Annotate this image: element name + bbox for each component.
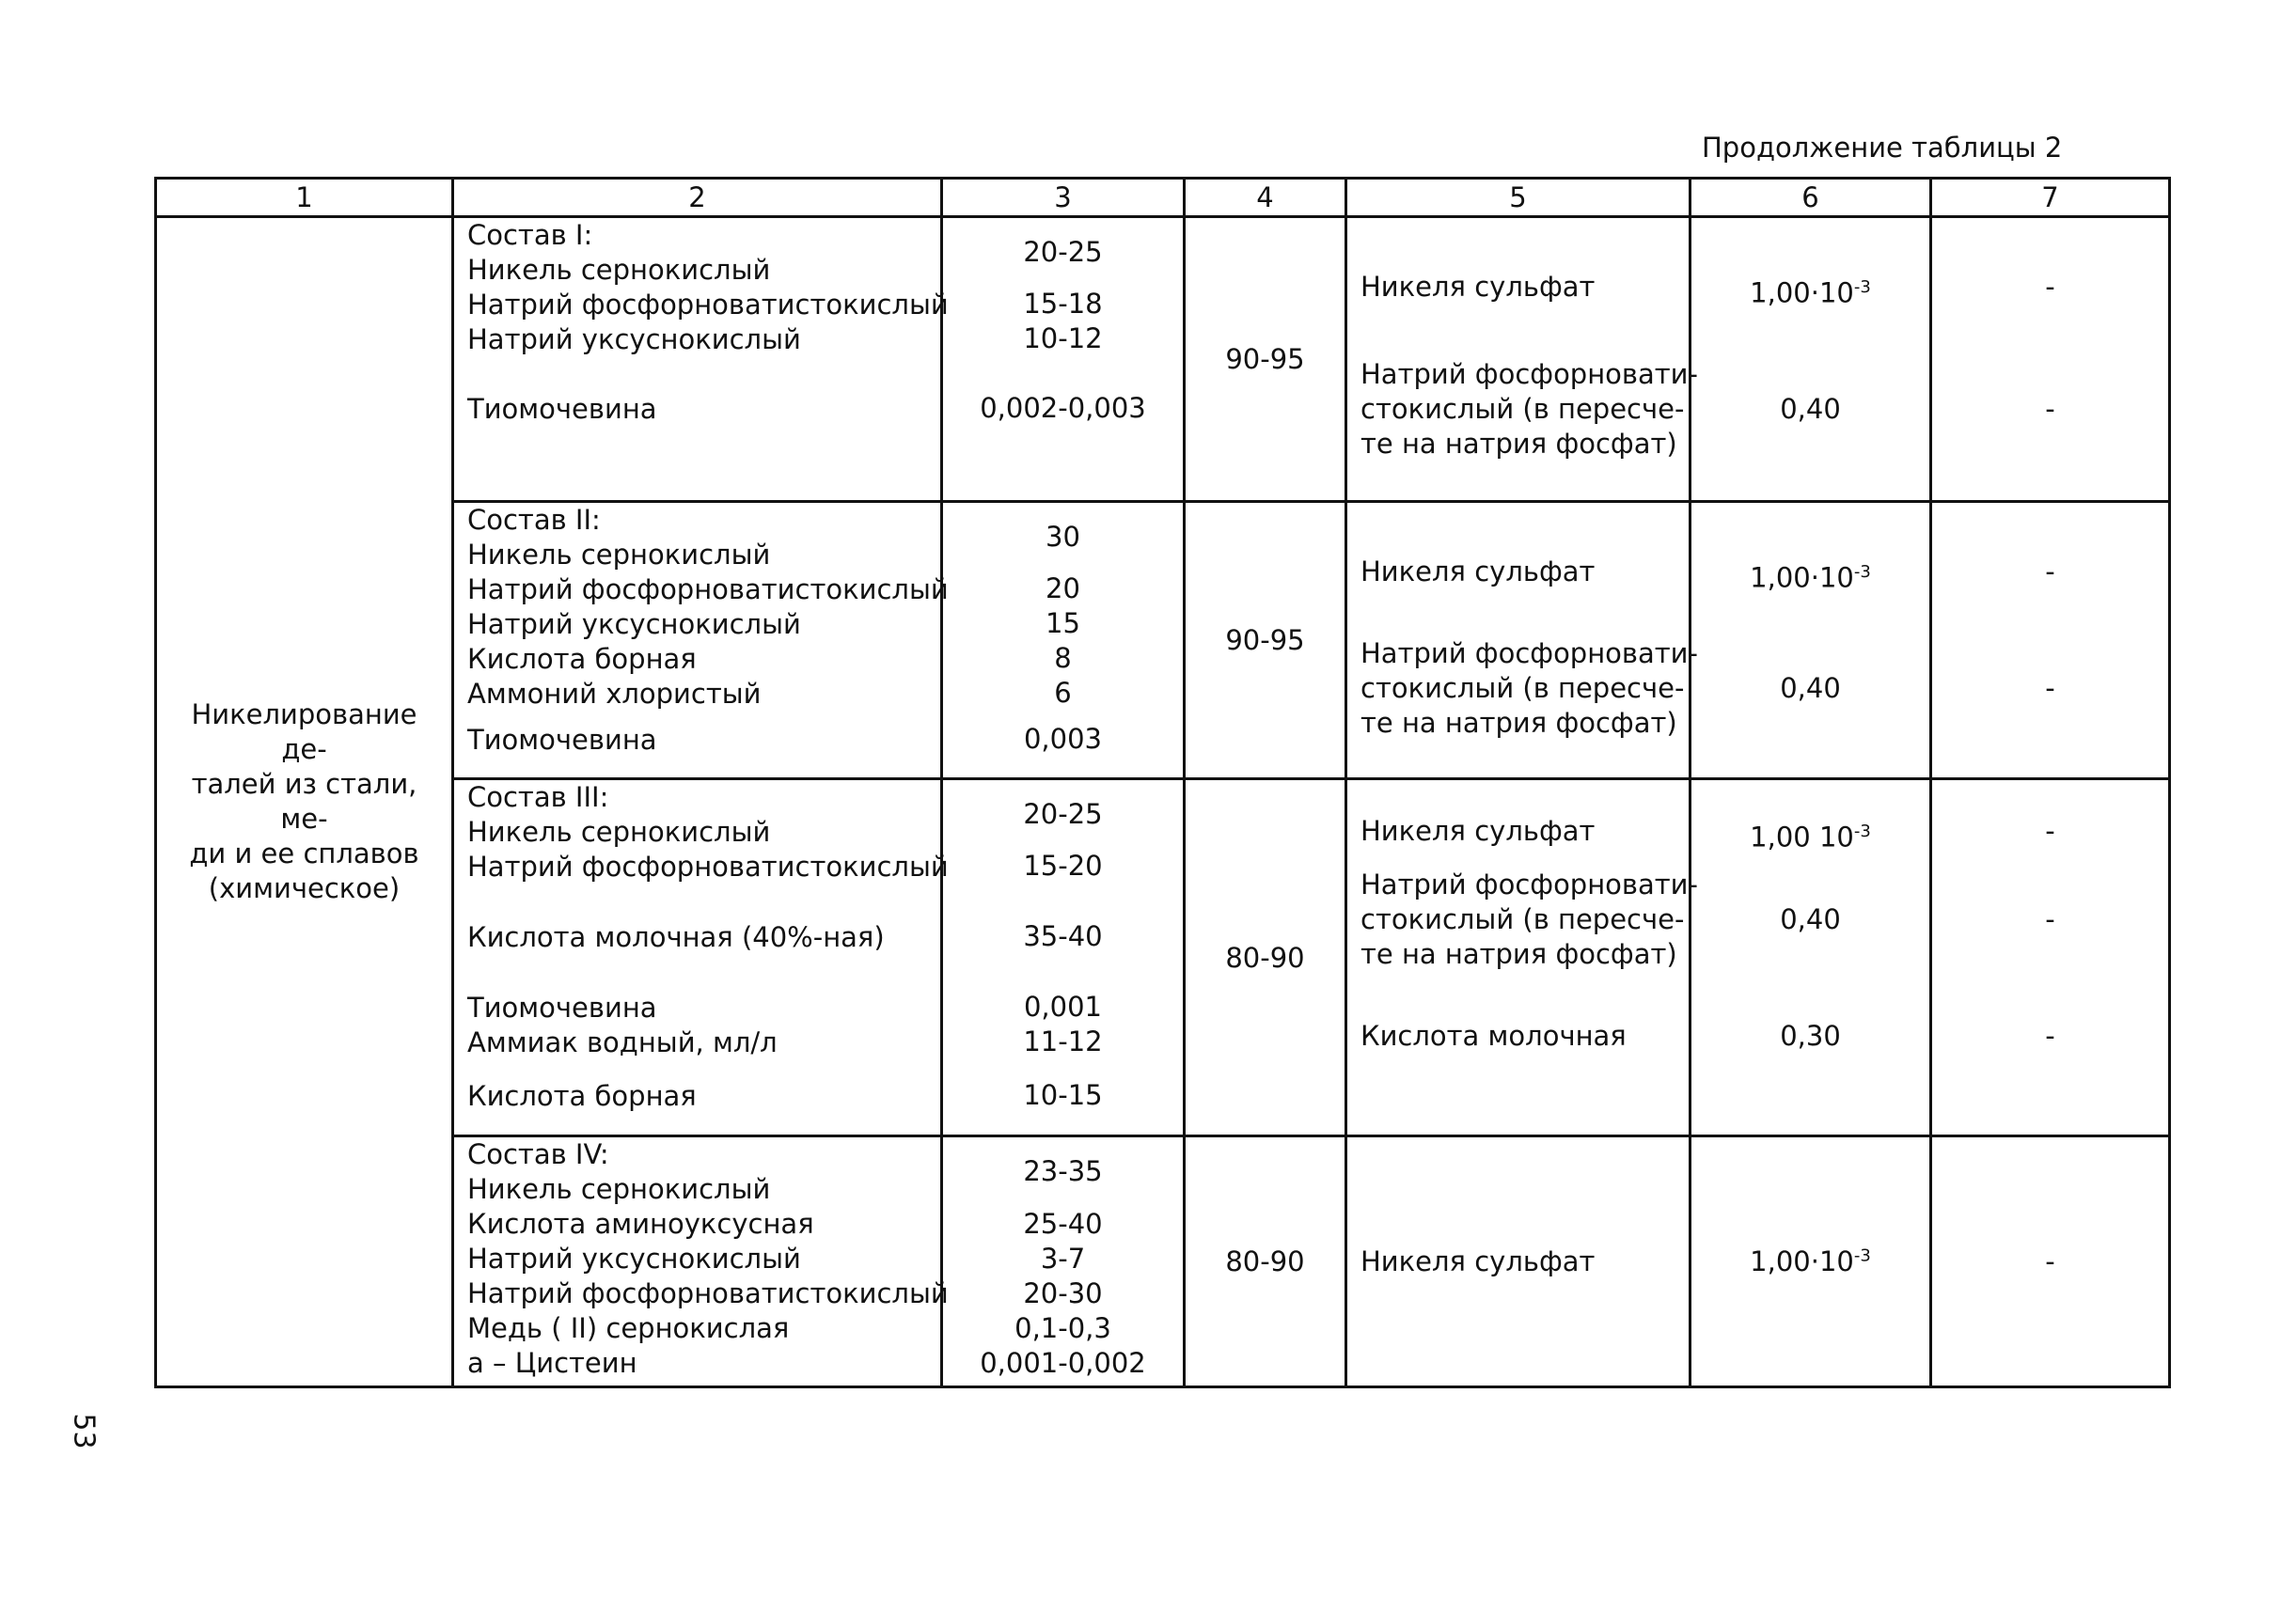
amount: 30 bbox=[1046, 521, 1080, 553]
amount: 0,001-0,002 bbox=[980, 1347, 1146, 1379]
col7-cell bbox=[1931, 217, 2170, 502]
process-line: талей из стали, ме- bbox=[191, 768, 417, 835]
pollutant-cell bbox=[1346, 217, 1698, 502]
amount: 0,001 bbox=[1023, 991, 1103, 1023]
col7-value: - bbox=[2045, 556, 2055, 587]
col7-value: - bbox=[2045, 1020, 2055, 1052]
table-caption: Продолжение таблицы 2 bbox=[1702, 132, 2063, 164]
component: а – Цистеин bbox=[467, 1347, 637, 1379]
composition-title: Состав II: bbox=[467, 504, 601, 536]
amount: 0,1-0,3 bbox=[1014, 1312, 1111, 1344]
amount: 25-40 bbox=[1023, 1208, 1103, 1240]
component: Кислота молочная (40%-ная) bbox=[467, 921, 885, 953]
temperature-cell: 80-90 bbox=[1185, 779, 1346, 1136]
pollutant-name: стокислый (в пересче- bbox=[1360, 903, 1685, 935]
pollutant-name: Никеля сульфат bbox=[1360, 815, 1596, 847]
amount: 11-12 bbox=[1023, 1026, 1103, 1057]
amount: 8 bbox=[1054, 642, 1072, 674]
norm-value: 0,40 bbox=[1780, 903, 1841, 935]
header-row bbox=[156, 179, 2170, 217]
process-line: ди и ее сплавов bbox=[189, 838, 419, 869]
component: Кислота борная bbox=[467, 1080, 697, 1112]
header-cell-6: 6 bbox=[1691, 179, 1931, 217]
norm-cell bbox=[1691, 1136, 1931, 1387]
amount-cell bbox=[942, 1136, 1185, 1387]
col7-cell bbox=[1931, 779, 2170, 1136]
header-cell-1: 1 bbox=[156, 179, 453, 217]
col7-value: - bbox=[2045, 271, 2055, 303]
col7-value: - bbox=[2045, 815, 2055, 847]
norm-exponent: -3 bbox=[1853, 562, 1871, 582]
composition-title: Состав IV: bbox=[467, 1138, 609, 1170]
component: Натрий фосфорноватистокислый bbox=[467, 1277, 949, 1309]
amount-cell bbox=[942, 502, 1185, 779]
amount-cell bbox=[942, 779, 1185, 1136]
pollutant-cell bbox=[1346, 779, 1698, 1136]
amount: 20-25 bbox=[1023, 798, 1103, 830]
component: Медь ( II) сернокислая bbox=[467, 1312, 790, 1344]
pollutant-name: Кислота молочная bbox=[1360, 1020, 1627, 1052]
component: Натрий уксуснокислый bbox=[467, 323, 801, 355]
component: Тиомочевина bbox=[467, 393, 657, 425]
header-cell-3: 3 bbox=[942, 179, 1185, 217]
component: Никель сернокислый bbox=[467, 1173, 771, 1205]
component: Натрий уксуснокислый bbox=[467, 1243, 801, 1275]
norm-value: 0,30 bbox=[1780, 1020, 1841, 1052]
amount: 20 bbox=[1046, 572, 1080, 604]
pollutant-name: Никеля сульфат bbox=[1360, 271, 1596, 303]
pollutant-name: Натрий фосфорновати- bbox=[1360, 869, 1698, 900]
pollutant-name: Натрий фосфорновати- bbox=[1360, 637, 1698, 669]
component: Натрий уксуснокислый bbox=[467, 608, 801, 640]
component: Тиомочевина bbox=[467, 724, 657, 756]
process-cell bbox=[156, 217, 453, 1387]
data-table bbox=[154, 177, 2171, 1388]
header-cell-5: 5 bbox=[1346, 179, 1691, 217]
component: Натрий фосфорноватистокислый bbox=[467, 851, 949, 883]
norm-cell bbox=[1691, 217, 1931, 502]
composition-cell bbox=[453, 1136, 949, 1387]
norm-value: 1,00·10 bbox=[1750, 276, 1854, 309]
col7-value: - bbox=[2045, 393, 2055, 425]
table-row bbox=[156, 502, 2170, 779]
process-line: Никелирование де- bbox=[191, 698, 417, 765]
amount: 10-12 bbox=[1023, 322, 1103, 354]
composition-cell bbox=[453, 779, 949, 1136]
component: Тиомочевина bbox=[467, 992, 657, 1024]
col7-value: - bbox=[2045, 672, 2055, 704]
amount: 23-35 bbox=[1023, 1155, 1103, 1187]
temperature-cell: 90-95 bbox=[1185, 502, 1346, 779]
amount: 15-20 bbox=[1023, 850, 1103, 882]
composition-cell bbox=[453, 217, 949, 502]
pollutant-name: Натрий фосфорновати- bbox=[1360, 358, 1698, 390]
pollutant-name: стокислый (в пересче- bbox=[1360, 672, 1685, 704]
header-cell-7: 7 bbox=[1931, 179, 2170, 217]
col7-cell bbox=[1931, 502, 2170, 779]
col7-value: - bbox=[1931, 1136, 2170, 1387]
component: Никель сернокислый bbox=[467, 254, 771, 286]
amount: 0,002-0,003 bbox=[980, 392, 1146, 424]
component: Кислота борная bbox=[467, 643, 697, 675]
norm-exponent: -3 bbox=[1853, 822, 1871, 841]
component: Никель сернокислый bbox=[467, 539, 771, 571]
amount: 3-7 bbox=[1040, 1243, 1086, 1275]
amount-cell bbox=[942, 217, 1185, 502]
pollutant-name: Никеля сульфат bbox=[1360, 556, 1596, 587]
amount: 20-25 bbox=[1023, 236, 1103, 268]
norm-exponent: -3 bbox=[1853, 277, 1871, 297]
pollutant-cell bbox=[1346, 502, 1698, 779]
table-row bbox=[156, 779, 2170, 1136]
header-cell-2: 2 bbox=[453, 179, 942, 217]
component: Никель сернокислый bbox=[467, 816, 771, 848]
component: Натрий фосфорноватистокислый bbox=[467, 289, 949, 321]
amount: 6 bbox=[1054, 677, 1072, 709]
norm-value: 1,00 10 bbox=[1750, 821, 1854, 853]
amount: 0,003 bbox=[1023, 723, 1103, 755]
component: Кислота аминоуксусная bbox=[467, 1208, 814, 1240]
component: Аммоний хлористый bbox=[467, 678, 762, 710]
table-row bbox=[156, 1136, 2170, 1387]
norm-value: 0,40 bbox=[1780, 672, 1841, 704]
amount: 15 bbox=[1046, 607, 1080, 639]
norm-value: 1,00·10 bbox=[1750, 561, 1854, 594]
norm-value: 0,40 bbox=[1780, 393, 1841, 425]
norm-cell bbox=[1691, 779, 1931, 1136]
composition-title: Состав I: bbox=[467, 219, 593, 251]
amount: 15-18 bbox=[1023, 288, 1103, 320]
pollutant-name: те на натрия фосфат) bbox=[1360, 707, 1677, 739]
temperature-cell: 90-95 bbox=[1185, 217, 1346, 502]
composition-title: Состав III: bbox=[467, 781, 609, 813]
header-cell-4: 4 bbox=[1185, 179, 1346, 217]
amount: 10-15 bbox=[1023, 1079, 1103, 1111]
process-line: (химическое) bbox=[208, 872, 401, 904]
norm-value: 1,00·10 bbox=[1750, 1245, 1854, 1277]
pollutant-cell: Никеля сульфат bbox=[1346, 1136, 1691, 1387]
amount: 20-30 bbox=[1023, 1277, 1103, 1309]
composition-cell bbox=[453, 502, 949, 779]
pollutant-name: те на натрия фосфат) bbox=[1360, 938, 1677, 970]
table-row bbox=[156, 217, 2170, 502]
norm-cell bbox=[1691, 502, 1931, 779]
amount: 35-40 bbox=[1023, 920, 1103, 952]
pollutant-name: стокислый (в пересче- bbox=[1360, 393, 1685, 425]
norm-exponent: -3 bbox=[1853, 1245, 1871, 1266]
col7-value: - bbox=[2045, 903, 2055, 935]
temperature-cell: 80-90 bbox=[1185, 1136, 1346, 1387]
pollutant-name: те на натрия фосфат) bbox=[1360, 428, 1677, 460]
page-number: 53 bbox=[67, 1413, 101, 1449]
component: Аммиак водный, мл/л bbox=[467, 1026, 778, 1058]
component: Натрий фосфорноватистокислый bbox=[467, 573, 949, 605]
